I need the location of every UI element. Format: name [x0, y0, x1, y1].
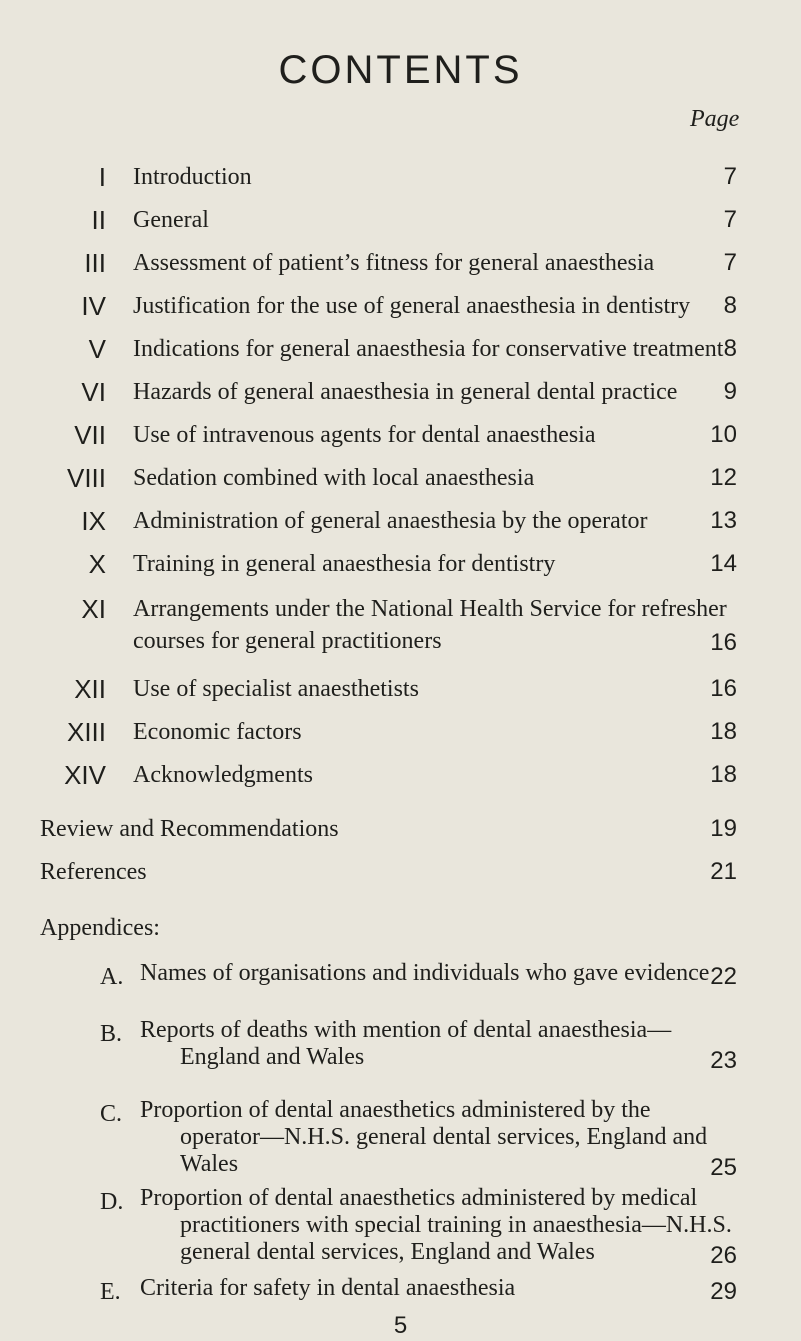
section-title: Economic factors — [133, 719, 302, 745]
page-number: 22 — [710, 963, 737, 990]
section-number: XIII — [66, 717, 106, 747]
appendix-line: Criteria for safety in dental anaesthesia — [140, 1275, 516, 1301]
appendix-title — [140, 1097, 708, 1178]
appendix-letter: C. — [100, 1101, 123, 1127]
section-number: IV — [81, 291, 106, 321]
section-title: Acknowledgments — [133, 762, 313, 788]
page-number: 7 — [723, 206, 737, 233]
page-number: 19 — [710, 815, 737, 842]
section-number: VII — [74, 420, 106, 450]
section-number: II — [91, 205, 106, 235]
review-title: Review and Recommendations — [40, 816, 339, 842]
section-number: VI — [81, 377, 106, 407]
toc-entry[interactable] — [0, 758, 801, 798]
section-title: General — [133, 207, 209, 233]
toc-entry[interactable] — [0, 418, 801, 458]
section-title: Administration of general anaesthesia by the operator — [133, 508, 648, 534]
page-number: 29 — [710, 1278, 737, 1305]
section-title: Use of intravenous agents for dental anaesthesia — [133, 422, 596, 448]
page-number: 26 — [710, 1242, 737, 1269]
appendix-line: Names of organisations and individuals who gave evidence — [140, 960, 710, 986]
appendix-title — [140, 1275, 660, 1302]
footer-page-number: 5 — [393, 1312, 408, 1339]
appendix-line: operator—N.H.S. general dental services, England and — [180, 1124, 708, 1150]
appendix-line: Proportion of dental anaesthetics administered by the — [140, 1097, 651, 1123]
section-number: X — [88, 549, 106, 579]
page-number: 8 — [723, 292, 737, 319]
references-title: References — [40, 859, 147, 885]
toc-entry[interactable] — [0, 461, 801, 501]
appendix-letter: E. — [100, 1279, 121, 1305]
page-number: 7 — [723, 249, 737, 276]
appendix-title — [140, 1017, 672, 1071]
page-number: 10 — [710, 421, 737, 448]
section-number: IX — [81, 506, 106, 536]
appendix-line: Reports of deaths with mention of dental anaesthesia— — [140, 1017, 672, 1043]
appendix-line: Proportion of dental anaesthetics administered by medical — [140, 1185, 698, 1211]
section-title-continuation: courses for general practitioners — [133, 628, 442, 654]
page-number: 18 — [710, 761, 737, 788]
toc-entry-references[interactable] — [0, 855, 801, 895]
toc-entry[interactable] — [0, 289, 801, 329]
section-title: Assessment of patient’s fitness for general anaesthesia — [133, 250, 655, 276]
appendix-letter: B. — [100, 1021, 123, 1047]
page-number: 21 — [710, 858, 737, 885]
appendix-line: general dental services, England and Wales — [180, 1239, 595, 1265]
section-number: XI — [81, 594, 106, 624]
section-number: XIV — [64, 760, 106, 790]
section-title: Training in general anaesthesia for dentistry — [133, 551, 556, 577]
toc-entry[interactable] — [0, 203, 801, 243]
section-number: VIII — [66, 463, 106, 493]
section-title: Use of specialist anaesthetists — [133, 676, 419, 702]
section-title: Sedation combined with local anaesthesia — [133, 465, 535, 491]
section-title: Justification for the use of general anaesthesia in dentistry — [133, 293, 691, 319]
appendices-heading: Appendices: — [40, 915, 160, 941]
section-title: Introduction — [133, 164, 252, 190]
page-title: CONTENTS — [278, 48, 523, 92]
toc-entry[interactable] — [0, 547, 801, 587]
page-number: 14 — [710, 550, 737, 577]
page-number: 8 — [723, 335, 737, 362]
toc-entry[interactable] — [0, 246, 801, 286]
toc-entry[interactable] — [0, 715, 801, 755]
section-number: I — [98, 162, 106, 192]
appendix-entry[interactable] — [0, 1185, 801, 1269]
page-number: 9 — [723, 378, 737, 405]
section-number: III — [84, 248, 106, 278]
appendix-line: practitioners with special training in anaesthesia—N.H.S. — [180, 1212, 732, 1238]
page-number: 16 — [710, 629, 737, 656]
appendix-entry[interactable] — [0, 1097, 801, 1181]
toc-entry[interactable] — [0, 332, 801, 372]
section-title: Indications for general anaesthesia for conservative treatment — [133, 336, 724, 362]
page-number: 12 — [710, 464, 737, 491]
toc-entry-review[interactable] — [0, 812, 801, 852]
appendix-line: England and Wales — [180, 1044, 365, 1070]
page-number: 7 — [723, 163, 737, 190]
toc-entry[interactable] — [0, 672, 801, 712]
appendix-letter: A. — [100, 964, 124, 990]
toc-entry[interactable] — [0, 592, 801, 666]
appendix-line: Wales — [180, 1151, 239, 1177]
toc-entry[interactable] — [0, 504, 801, 544]
section-number: XII — [74, 674, 106, 704]
appendix-entry[interactable] — [0, 960, 801, 1000]
section-title: Arrangements under the National Health Service for refresher — [133, 596, 727, 622]
page-number: 23 — [710, 1047, 737, 1074]
section-number: V — [88, 334, 106, 364]
page-column-header: Page — [690, 106, 740, 132]
page-number: 18 — [710, 718, 737, 745]
page-number: 25 — [710, 1154, 737, 1181]
appendix-title — [140, 960, 710, 987]
toc-entry[interactable] — [0, 160, 801, 200]
appendix-entry[interactable] — [0, 1017, 801, 1074]
appendix-letter: D. — [100, 1189, 124, 1215]
toc-entry[interactable] — [0, 375, 801, 415]
section-title: Hazards of general anaesthesia in general dental practice — [133, 379, 678, 405]
page-number: 13 — [710, 507, 737, 534]
appendix-entry[interactable] — [0, 1275, 801, 1315]
page-number: 16 — [710, 675, 737, 702]
